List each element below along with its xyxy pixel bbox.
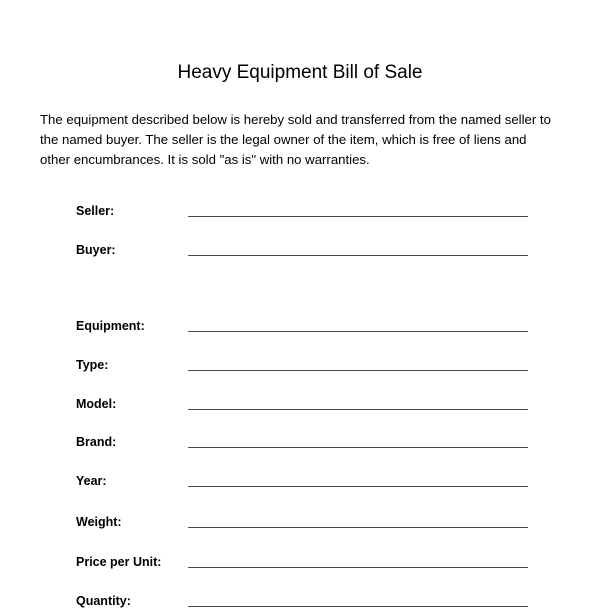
buyer-line[interactable] [188,255,528,256]
model-label: Model: [76,397,117,411]
price-per-unit-field-row [76,553,528,573]
equipment-line[interactable] [188,331,528,332]
intro-line-1: The equipment described below is hereby sold and transferred from the named seller to [40,112,551,127]
model-field-row [76,395,528,415]
weight-line[interactable] [188,527,528,528]
buyer-field-row [76,241,528,261]
type-field-row [76,356,528,376]
seller-field-row [76,202,528,222]
equipment-label: Equipment: [76,319,145,333]
year-field-row [76,472,528,492]
intro-line-2: the named buyer. The seller is the legal owner of the item, which is free of liens and [40,132,527,147]
weight-label: Weight: [76,515,122,529]
quantity-field-row [76,592,528,612]
model-line[interactable] [188,409,528,410]
brand-line[interactable] [188,447,528,448]
buyer-label: Buyer: [76,243,116,257]
quantity-line[interactable] [188,606,528,607]
seller-line[interactable] [188,216,528,217]
price-per-unit-line[interactable] [188,567,528,568]
type-line[interactable] [188,370,528,371]
weight-field-row [76,513,528,533]
brand-label: Brand: [76,435,117,449]
intro-paragraph [40,110,565,170]
seller-label: Seller: [76,204,115,218]
year-line[interactable] [188,486,528,487]
intro-line-3: other encumbrances. It is sold "as is" with no warranties. [40,152,370,167]
document-title: Heavy Equipment Bill of Sale [177,62,423,83]
price-per-unit-label: Price per Unit: [76,555,162,569]
type-label: Type: [76,358,109,372]
brand-field-row [76,433,528,453]
quantity-label: Quantity: [76,594,131,608]
year-label: Year: [76,474,107,488]
equipment-field-row [76,317,528,337]
